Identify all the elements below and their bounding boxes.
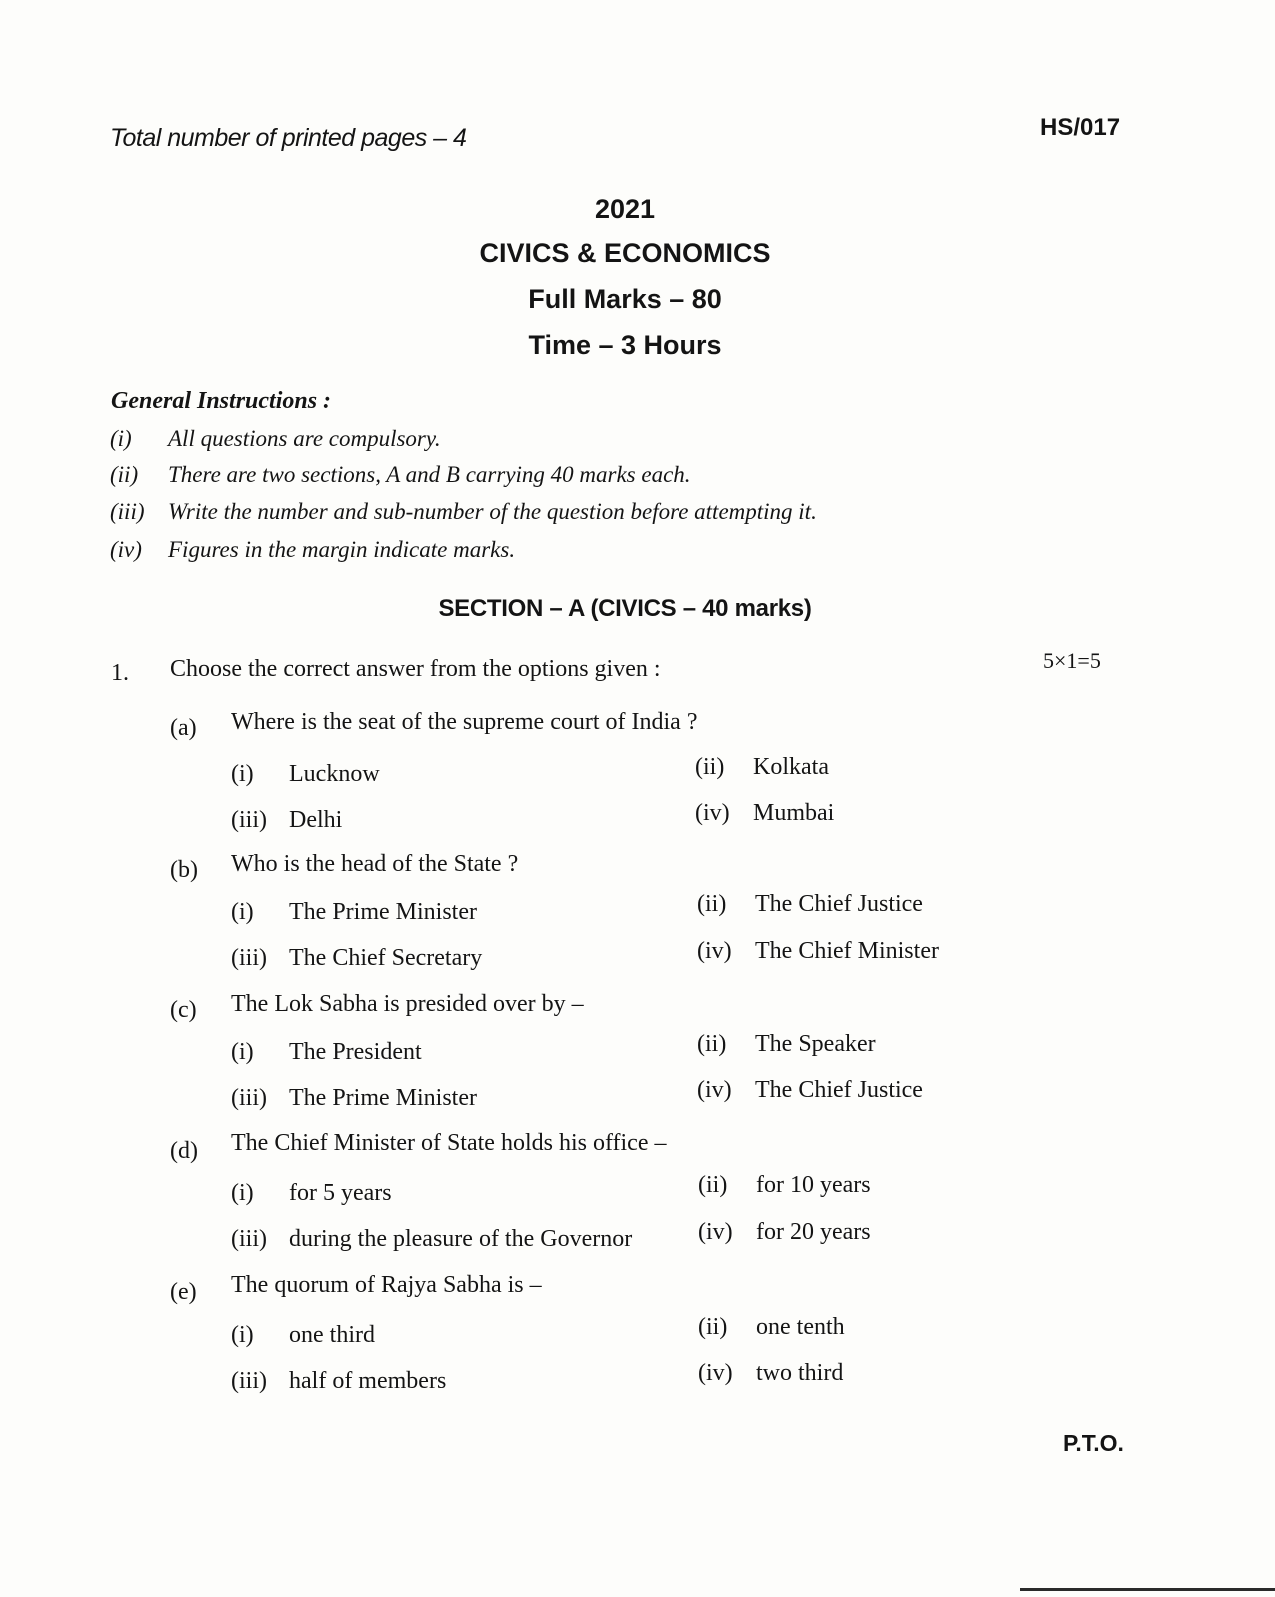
- option: [231, 1180, 392, 1207]
- part-question: Who is the head of the State ?: [231, 851, 519, 877]
- section-title: SECTION – A (CIVICS – 40 marks): [438, 595, 812, 622]
- part-question: The Lok Sabha is presided over by –: [231, 991, 584, 1017]
- option-text: The Chief Minister: [755, 938, 939, 964]
- question-number: 1.: [111, 660, 129, 686]
- option-number: (iv): [697, 1077, 732, 1103]
- part-question: The Chief Minister of State holds his office –: [231, 1130, 667, 1156]
- instructions-title: General Instructions :: [111, 388, 332, 414]
- option-text: The President: [289, 1039, 422, 1065]
- instruction-item: [110, 426, 441, 452]
- option-text: half of members: [289, 1368, 447, 1394]
- option-number: (iii): [231, 1226, 267, 1252]
- please-turn-over: P.T.O.: [1063, 1430, 1124, 1456]
- part-label: (c): [170, 997, 197, 1023]
- option-text: The Chief Secretary: [289, 945, 483, 971]
- option-number: (ii): [698, 1314, 728, 1340]
- option: [231, 1322, 375, 1349]
- instruction-number: (i): [110, 426, 132, 451]
- option: [231, 761, 380, 788]
- option-number: (i): [231, 761, 254, 787]
- option: [231, 1368, 446, 1395]
- option-number: (iv): [698, 1360, 733, 1386]
- part-label: (e): [170, 1279, 197, 1305]
- option: [698, 1360, 843, 1387]
- option: [698, 1172, 871, 1199]
- option-number: (i): [231, 1039, 254, 1065]
- option-number: (iv): [698, 1219, 733, 1245]
- option: [231, 899, 477, 926]
- instruction-text: There are two sections, A and B carrying 40 marks each.: [168, 462, 691, 487]
- option-number: (ii): [697, 891, 727, 917]
- question-text: Choose the correct answer from the options given :: [170, 656, 661, 682]
- option-text: Kolkata: [753, 754, 829, 780]
- option: [697, 1031, 876, 1058]
- option-number: (iii): [231, 945, 267, 971]
- option-text: The Chief Justice: [755, 1077, 923, 1103]
- exam-year: 2021: [594, 194, 656, 224]
- option-text: Delhi: [289, 807, 343, 833]
- option: [695, 754, 829, 781]
- option: [697, 1077, 923, 1104]
- option-text: two third: [756, 1360, 844, 1386]
- option-number: (iii): [231, 1085, 267, 1111]
- option-text: during the pleasure of the Governor: [289, 1226, 633, 1252]
- part-label: (b): [170, 857, 198, 883]
- option-text: for 20 years: [756, 1219, 871, 1245]
- paper-code: HS/017: [1040, 114, 1121, 141]
- option-number: (i): [231, 1322, 254, 1348]
- option-text: The Prime Minister: [289, 1085, 477, 1111]
- option-text: one third: [289, 1322, 375, 1348]
- time-allowed: Time – 3 Hours: [528, 330, 722, 360]
- instruction-text: Figures in the margin indicate marks.: [168, 537, 516, 562]
- option-text: The Prime Minister: [289, 899, 477, 925]
- option-text: one tenth: [756, 1314, 845, 1340]
- subject-title: CIVICS & ECONOMICS: [479, 238, 771, 268]
- scan-edge-line: [1020, 1588, 1275, 1591]
- option-number: (i): [231, 1180, 254, 1206]
- part-label: (d): [170, 1138, 198, 1164]
- option: [698, 1219, 871, 1246]
- option-text: for 10 years: [756, 1172, 871, 1198]
- option-text: The Chief Justice: [755, 891, 923, 917]
- option-number: (iii): [231, 807, 267, 833]
- option: [695, 800, 834, 827]
- option-number: (ii): [697, 1031, 727, 1057]
- option-text: Mumbai: [753, 800, 835, 826]
- option: [231, 1085, 477, 1112]
- option-text: The Speaker: [755, 1031, 876, 1057]
- full-marks: Full Marks – 80: [528, 284, 722, 314]
- option-number: (iii): [231, 1368, 267, 1394]
- option-text: Lucknow: [289, 761, 380, 787]
- option: [231, 1226, 632, 1253]
- instruction-item: [110, 499, 817, 525]
- option-number: (iv): [697, 938, 732, 964]
- option: [231, 1039, 422, 1066]
- option-text: for 5 years: [289, 1180, 392, 1206]
- option-number: (ii): [698, 1172, 728, 1198]
- option: [698, 1314, 845, 1341]
- option: [697, 891, 923, 918]
- printed-pages-note: Total number of printed pages – 4: [110, 124, 467, 152]
- option-number: (i): [231, 899, 254, 925]
- option-number: (iv): [695, 800, 730, 826]
- option: [231, 807, 342, 834]
- instruction-number: (ii): [110, 462, 139, 487]
- instruction-text: Write the number and sub-number of the question before attempting it.: [168, 499, 817, 524]
- instruction-number: (iii): [110, 499, 145, 524]
- part-label: (a): [170, 715, 197, 741]
- option: [231, 945, 482, 972]
- instruction-text: All questions are compulsory.: [168, 426, 441, 451]
- option-number: (ii): [695, 754, 725, 780]
- instruction-number: (iv): [110, 537, 142, 562]
- instruction-item: [110, 537, 515, 563]
- part-question: Where is the seat of the supreme court of India ?: [231, 709, 698, 735]
- instruction-item: [110, 462, 691, 488]
- question-marks: 5×1=5: [1043, 648, 1101, 673]
- option: [697, 938, 939, 965]
- part-question: The quorum of Rajya Sabha is –: [231, 1272, 542, 1298]
